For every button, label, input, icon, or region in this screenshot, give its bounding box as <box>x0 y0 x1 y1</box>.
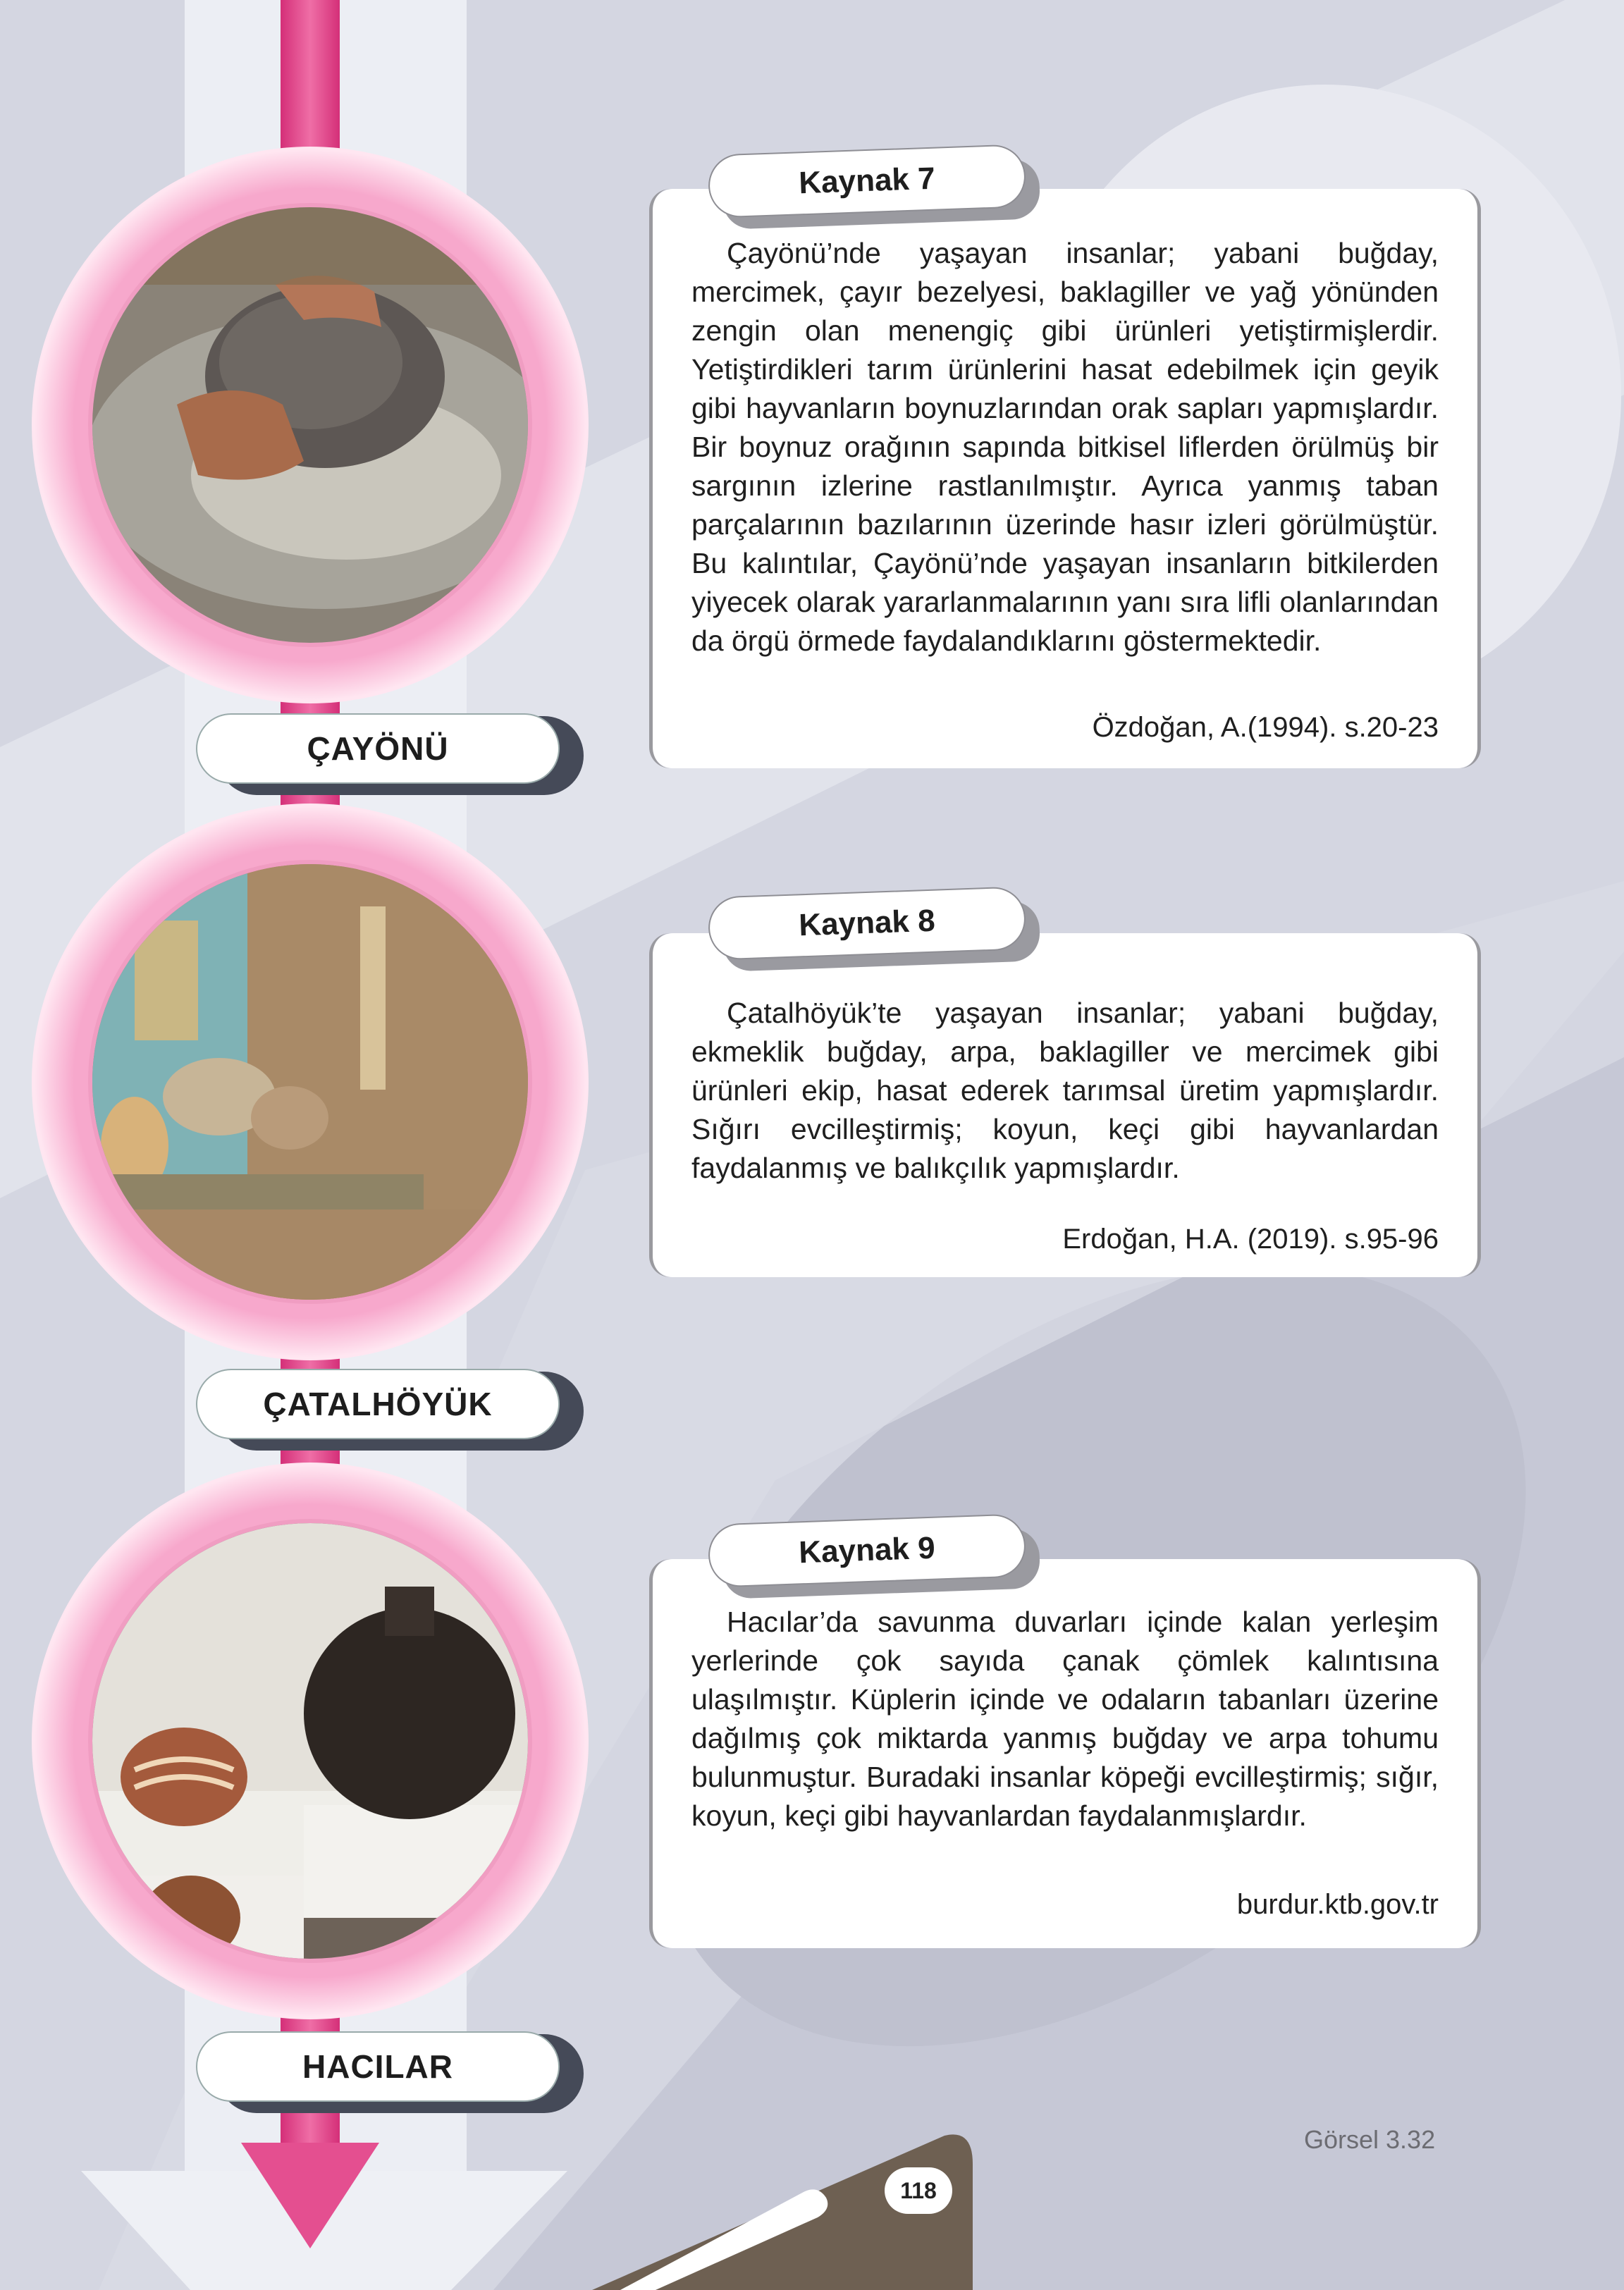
site-photo-circle-cayonu <box>32 147 589 703</box>
source-title: Kaynak 7 <box>708 144 1027 218</box>
site-label-hacilar <box>196 2031 577 2107</box>
source-card-kaynak-8 <box>652 933 1478 1277</box>
grinding-stone-photo <box>88 203 532 647</box>
timeline-arrow-head <box>241 2143 379 2248</box>
house-interior-photo <box>88 860 532 1304</box>
site-label-text: ÇAYÖNÜ <box>196 713 560 784</box>
source-title: Kaynak 8 <box>708 886 1027 961</box>
source-citation: burdur.ktb.gov.tr <box>1236 1889 1439 1920</box>
source-card-kaynak-9 <box>652 1559 1478 1948</box>
site-label-text: ÇATALHÖYÜK <box>196 1369 560 1439</box>
site-label-cayonu <box>196 713 577 789</box>
source-title: Kaynak 9 <box>708 1513 1027 1588</box>
source-text: Çayönü’nde yaşayan insanlar; yabani buğday, mercimek, çayır bezelyesi, baklagiller ve yağ yönünden zengin olan menengiç gibi ürünleri yetiştirmişlerdir. Yetiştirdikleri tarım ürünlerini hasat edebilmek için geyik gibi hayvanların boynuzlarından orak sapları yapmışlardır. Bir boynuz orağının sapında bitkisel liflerden örülmüş bir sargının izlerine rastlanılmıştır. Ayrıca yanmış taban parçalarının bazılarının üzerinde hasır izleri görülmüştür. Bu kalıntılar, Çayönü’nde yaşayan insanların bitkilerden yiyecek olarak yararlanmalarının yanı sıra lifli olanlarından da örgü örmede faydalandıklarını göstermektedir. <box>691 237 1439 657</box>
figure-label: Görsel 3.32 <box>1304 2125 1436 2154</box>
source-text: Hacılar’da savunma duvarları içinde kalan yerleşim yerlerinde çok sayıda çanak çömlek kalıntısına ulaşılmıştır. Küplerin içinde ve odaların tabanları üzerine dağılmış çok miktarda yanmış buğday ve arpa tohumu bulunmuştur. Buradaki insanlar köpeği evcilleştirmiş; sığır, koyun, keçi gibi hayvanlardan faydalanmışlardır. <box>691 1606 1439 1832</box>
source-card-kaynak-7 <box>652 189 1478 768</box>
source-citation: Erdoğan, H.A. (2019). s.95-96 <box>1062 1224 1439 1255</box>
pottery-photo <box>88 1519 532 1963</box>
source-citation: Özdoğan, A.(1994). s.20-23 <box>1092 712 1439 743</box>
site-label-catalhoyuk <box>196 1369 577 1445</box>
site-label-text: HACILAR <box>196 2031 560 2102</box>
site-photo-circle-catalhoyuk <box>32 804 589 1360</box>
source-text: Çatalhöyük’te yaşayan insanlar; yabani buğday, ekmeklik buğday, arpa, baklagiller ve mercimek gibi ürünleri ekip, hasat ederek tarımsal üretim yapmışlardır. Sığırı evcilleştirmiş; koyun, keçi gibi hayvanlardan faydalanmış ve balıkçılık yapmışlardır. <box>691 997 1439 1184</box>
page-number: 118 <box>885 2167 952 2214</box>
site-photo-circle-hacilar <box>32 1463 589 2019</box>
